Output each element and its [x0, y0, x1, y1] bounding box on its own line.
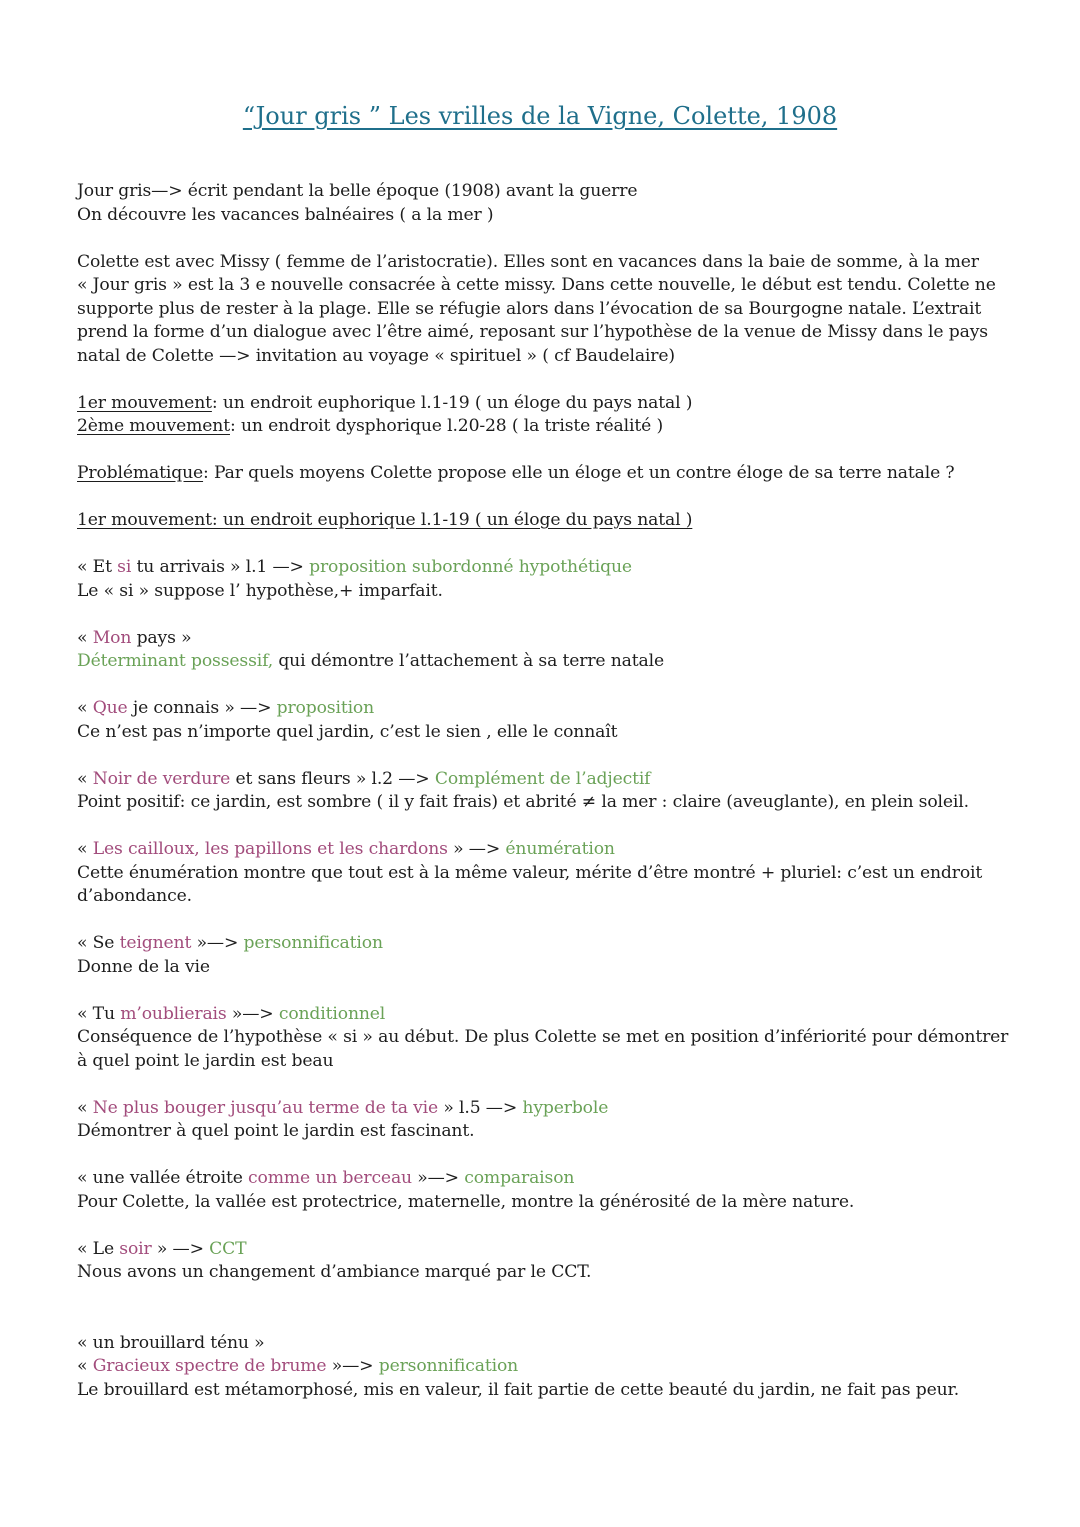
movements-paragraph: [77, 392, 1017, 439]
figure-label: conditionnel: [278, 1003, 386, 1024]
figure-label: Déterminant possessif,: [77, 651, 274, 671]
analysis-item: [77, 768, 1017, 815]
movement-2-label: 2ème mouvement: [77, 416, 230, 436]
quote-text: « Se: [77, 933, 120, 953]
document-body: [77, 180, 1017, 1426]
analysis-item: [77, 1238, 1017, 1285]
quote-text: « Tu: [77, 1003, 121, 1024]
quote-text: «: [77, 839, 93, 859]
quote-text: et sans fleurs » l.2 —>: [230, 768, 435, 789]
figure-label: personnification: [243, 933, 383, 953]
page-title: “Jour gris ” Les vrilles de la Vigne, Colette, 1908: [242, 102, 838, 130]
quote-text: je connais » —>: [127, 698, 277, 718]
context-line: Colette est avec Missy ( femme de l’aristocratie). Elles sont en vacances dans la baie de somme, à la mer: [77, 251, 979, 272]
analysis-item: [77, 627, 1017, 674]
figure-label: proposition subordonné hypothétique: [309, 557, 632, 577]
explanation: Le « si » suppose l’ hypothèse,+ imparfait.: [77, 580, 443, 601]
explanation: Cette énumération montre que tout est à la même valeur, mérite d’être montré + pluriel: c’est un endroit d’abondance.: [77, 862, 983, 906]
quote-text: «: [77, 1356, 93, 1376]
analysis-item: [77, 1332, 1017, 1403]
quote-text: «: [77, 698, 93, 718]
explanation: qui démontre l’attachement à sa terre natale: [273, 651, 664, 671]
quote-highlight: comme un berceau: [248, 1168, 412, 1188]
figure-label: proposition: [276, 698, 375, 718]
quote-highlight: Noir de verdure: [92, 768, 231, 789]
context-paragraph: [77, 251, 1017, 369]
quote-text: »—>: [226, 1003, 279, 1024]
quote-highlight: Que: [92, 698, 128, 718]
quote-text: »—>: [326, 1356, 379, 1376]
explanation: Conséquence de l’hypothèse « si » au début. De plus Colette se met en position d’infériorité pour démontrer à quel point le jardin est beau: [77, 1027, 1009, 1071]
section-heading-text: 1er mouvement: un endroit euphorique l.1-19 ( un éloge du pays natal ): [77, 510, 693, 530]
quote-highlight: Les cailloux, les papillons et les chardons: [92, 839, 448, 859]
problematique-text: : Par quels moyens Colette propose elle un éloge et un contre éloge de sa terre natale ?: [203, 463, 955, 483]
movement-1-text: : un endroit euphorique l.1-19 ( un éloge du pays natal ): [211, 392, 693, 413]
quote-text: « une vallée étroite: [77, 1168, 249, 1188]
movement-2-text: : un endroit dysphorique l.20-28 ( la triste réalité ): [229, 416, 663, 436]
quote-highlight: Gracieux spectre de brume: [92, 1356, 327, 1376]
figure-label: Complément de l’adjectif: [434, 768, 651, 789]
problematique-paragraph: [77, 462, 1017, 486]
quote-highlight: soir: [119, 1238, 152, 1259]
explanation: Ce n’est pas n’importe quel jardin, c’est le sien , elle le connaît: [77, 721, 618, 742]
quote-highlight: si: [117, 557, 132, 577]
intro-line: Jour gris—> écrit pendant la belle époque (1908) avant la guerre: [77, 181, 638, 201]
explanation: Point positif: ce jardin, est sombre ( il y fait frais) et abrité ≠ la mer : claire (aveuglante), en plein soleil.: [77, 792, 969, 812]
analysis-item: [77, 932, 1017, 979]
analysis-item: [77, 556, 1017, 603]
movement-1-label: 1er mouvement: [77, 392, 212, 413]
explanation: Le brouillard est métamorphosé, mis en valeur, il fait partie de cette beauté du jardin, ne fait pas peur.: [77, 1379, 960, 1400]
problematique-label: Problématique: [77, 463, 204, 483]
quote-text: «: [77, 1097, 93, 1118]
quote-text: tu arrivais » l.1 —>: [131, 557, 310, 577]
figure-label: énumération: [505, 839, 615, 859]
analysis-item: [77, 1167, 1017, 1214]
quote-text: «: [77, 768, 93, 789]
quote-highlight: teignent: [119, 933, 192, 953]
quote-highlight: Mon: [92, 627, 132, 648]
quote-text: »—>: [191, 933, 244, 953]
section-heading: [77, 509, 1017, 533]
quote-text: « un brouillard ténu »: [77, 1332, 265, 1353]
quote-text: « Et: [77, 557, 118, 577]
figure-label: hyperbole: [522, 1097, 609, 1118]
quote-text: » —>: [151, 1238, 210, 1259]
figure-label: CCT: [209, 1238, 247, 1259]
explanation: Démontrer à quel point le jardin est fascinant.: [77, 1121, 475, 1141]
explanation: Pour Colette, la vallée est protectrice, maternelle, montre la générosité de la mère nature.: [77, 1191, 855, 1212]
explanation: Donne de la vie: [77, 956, 210, 977]
quote-text: »—>: [411, 1168, 465, 1188]
analysis-item: [77, 1003, 1017, 1074]
quote-highlight: Ne plus bouger jusqu’au terme de ta vie: [92, 1097, 439, 1118]
analysis-item: [77, 838, 1017, 909]
figure-label: comparaison: [464, 1168, 575, 1188]
intro-paragraph: [77, 180, 1017, 227]
explanation: Nous avons un changement d’ambiance marqué par le CCT.: [77, 1262, 592, 1282]
quote-text: » l.5 —>: [438, 1097, 523, 1118]
context-line: « Jour gris » est la 3 e nouvelle consacrée à cette missy. Dans cette nouvelle, le début est tendu. Colette ne supporte plus de rester à la plage. Elle se réfugie alors dans l’évocation de sa Bourgogne natale. L’extrait prend la forme d’un dialogue avec l’être aimé, reposant sur l’hypothèse de la venue de Missy dans le pays natal de Colette —> invitation au voyage « spirituel » ( cf Baudelaire): [77, 275, 996, 366]
quote-highlight: m’oublierais: [120, 1003, 227, 1024]
analysis-item: [77, 1097, 1017, 1144]
figure-label: personnification: [378, 1356, 519, 1376]
analysis-item: [77, 697, 1017, 744]
quote-text: pays »: [131, 627, 192, 648]
quote-text: « Le: [77, 1238, 120, 1259]
intro-line: On découvre les vacances balnéaires ( a la mer ): [77, 204, 494, 225]
quote-text: » —>: [447, 839, 506, 859]
quote-text: «: [77, 627, 93, 648]
